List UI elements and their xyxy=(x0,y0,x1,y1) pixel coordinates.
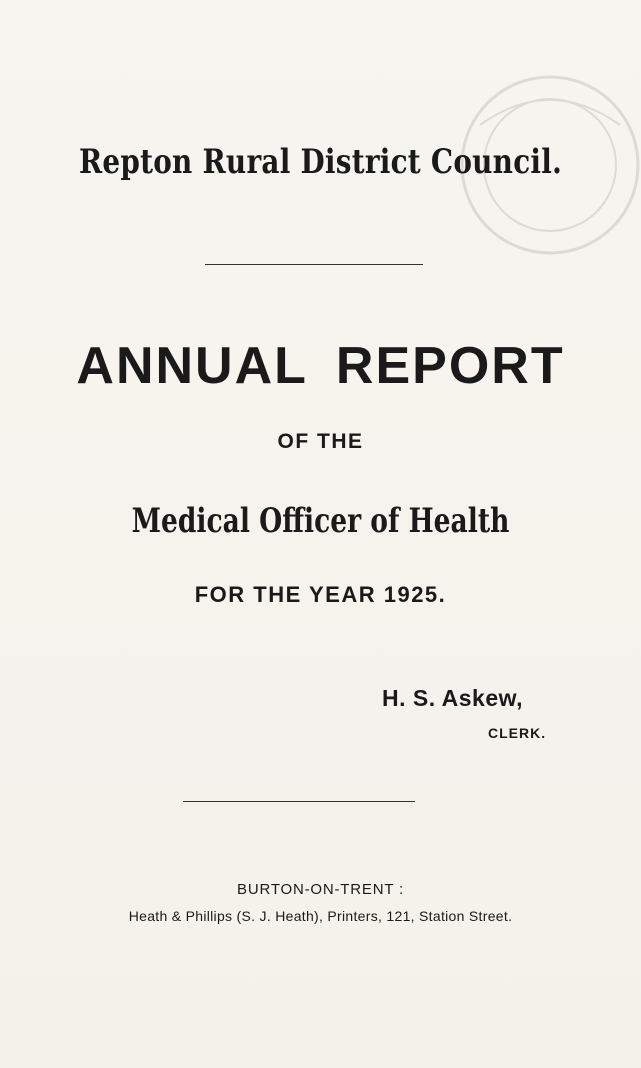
council-title: Repton Rural District Council. xyxy=(78,142,563,182)
year-line: FOR THE YEAR 1925. xyxy=(194,582,447,607)
signatory-title: CLERK. xyxy=(488,725,547,741)
signatory-name: H. S. Askew, xyxy=(382,685,524,711)
officer-title: Medical Officer of Health xyxy=(131,501,510,541)
publication-place: BURTON-ON-TRENT : xyxy=(237,881,404,898)
printer-imprint: Heath & Phillips (S. J. Heath), Printers, 121, Station Street. xyxy=(128,908,513,924)
report-heading-word-report: REPORT xyxy=(335,337,565,395)
of-the-line: OF THE xyxy=(277,430,364,453)
report-heading-word-annual: ANNUAL xyxy=(76,337,308,395)
bottom-divider xyxy=(183,801,415,802)
report-heading xyxy=(0,336,641,396)
top-divider xyxy=(205,264,423,265)
